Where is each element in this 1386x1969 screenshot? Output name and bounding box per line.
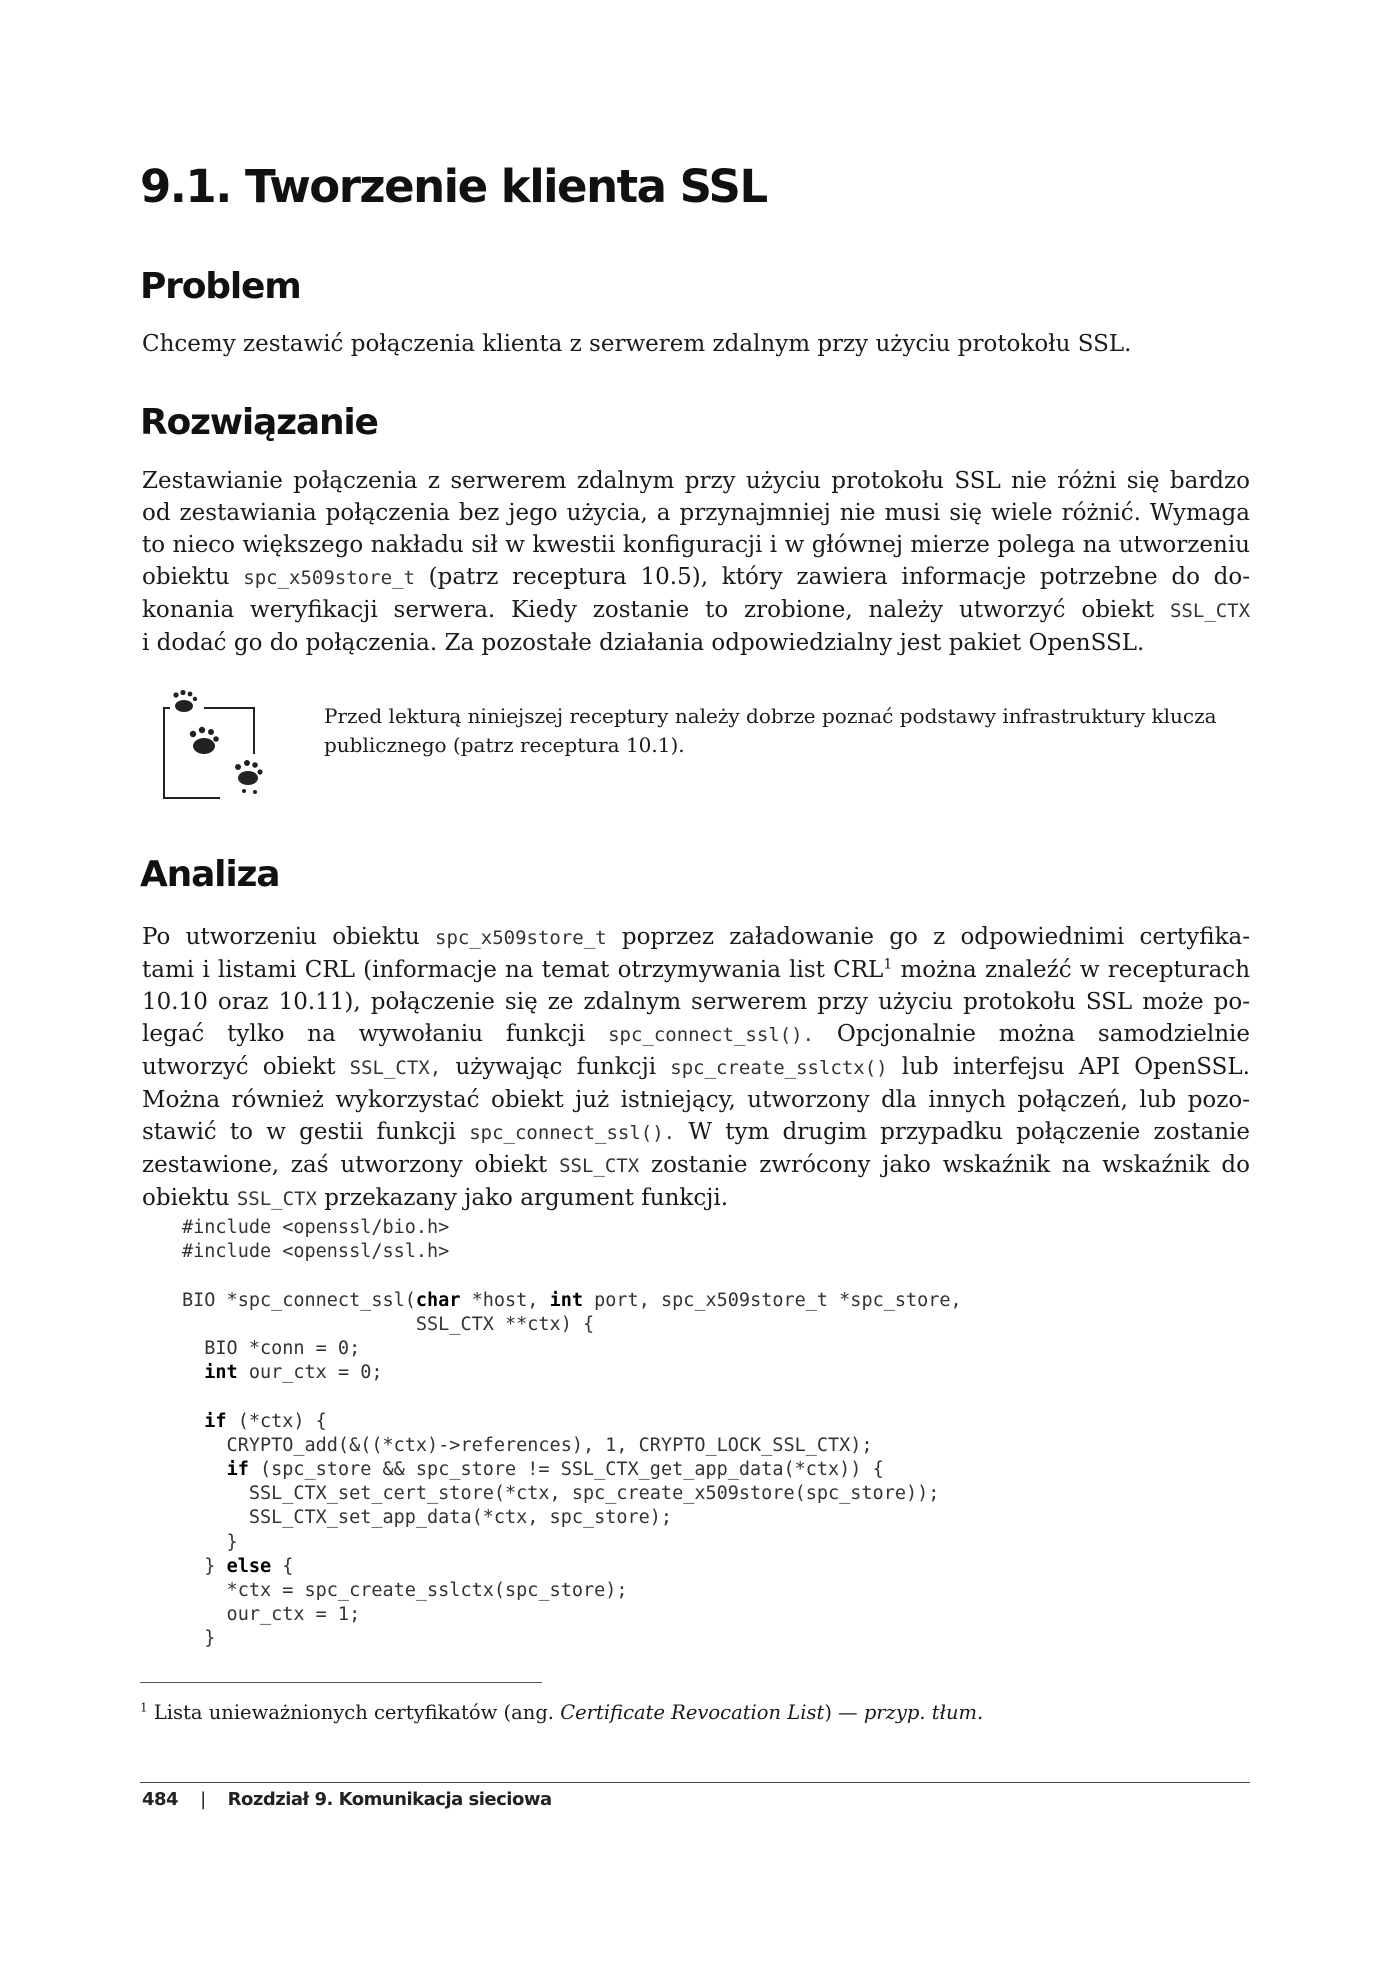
inline-code: spc_create_sslctx() <box>670 1057 888 1079</box>
section-title: 9.1. Tworzenie klienta SSL <box>140 160 767 213</box>
footnote: $^1$ Lista unieważnionych certyfikatów (ang. Certificate Revocation List) — przyp. tłum. <box>140 1700 984 1724</box>
problem-text: Chcemy zestawić połączenia klienta z serwerem zdalnym przy użyciu protokołu SSL. <box>142 331 1132 357</box>
analysis-paragraph: Po utworzeniu obiektu spc_x509store_t poprzez załadowanie go z odpowiednimi certyfika- tami i listami CRL (informacje na temat otrzymywania list CRL$^1$ można znaleźć w recepturach 10.10 oraz 10.11), połączenie się ze zdalnym serwerem przy użyciu protokołu SSL może po- legać tylko na wywołaniu funkcji spc_connect_ssl(). Opcjonalnie można samodzielnie utworzyć obiekt SSL_CTX, używając funkcji spc_create_sslctx() lub interfejsu API OpenSSL. Można również wykorzystać obiekt już istniejący, utworzony dla innych połączeń, lub pozo- stawić to w gestii funkcji spc_connect_ssl(). W tym drugim przypadku połączenie zostanie zestawione, zaś utworzony obiekt SSL_CTX zostanie zwrócony jako wskaźnik na wskaźnik do obiektu SSL_CTX przekazany jako argument funkcji. <box>142 924 1251 1211</box>
inline-code: SSL_CTX <box>236 1188 317 1210</box>
footnote-ref: 1 <box>883 956 893 973</box>
footnote-divider <box>140 1682 542 1683</box>
inline-code: spc_x509store_t <box>435 927 607 949</box>
inline-code: SSL_CTX, <box>349 1057 442 1079</box>
inline-code: spc_x509store_t <box>243 567 415 589</box>
inline-code: spc_connect_ssl(). <box>469 1122 676 1144</box>
inline-code: spc_connect_ssl(). <box>608 1024 815 1046</box>
footnote-number: 1 <box>140 1700 148 1715</box>
inline-code: SSL_CTX <box>1169 600 1251 622</box>
problem-heading: Problem <box>140 266 301 307</box>
analysis-heading: Analiza <box>140 854 280 895</box>
note-icon <box>160 690 276 802</box>
page-number: 484 <box>142 1789 179 1810</box>
code-listing: #include <openssl/bio.h> #include <openssl/ssl.h> BIO *spc_connect_ssl(char *host, int port, spc_x509store_t *spc_store, SSL_CTX **ctx) { BIO *conn = 0; int our_ctx = 0; if (*ctx) { CRYPTO_add(&((*ctx)->references), 1, CRYPTO_LOCK_SSL_CTX); if (spc_store && spc_store != SSL_CTX_get_app_data(*ctx)) { SSL_CTX_set_cert_store(*ctx, spc_create_x509store(spc_store)); SSL_CTX_set_app_data(*ctx, spc_store); } } else { *ctx = spc_create_sslctx(spc_store); our_ctx = 1; } <box>182 1217 962 1650</box>
solution-paragraph: Zestawianie połączenia z serwerem zdalnym przy użyciu protokołu SSL nie różni się bardzo od zestawiania połączenia bez jego użycia, a przynajmniej nie musi się wiele różnić. Wymaga to nieco większego nakładu sił w kwestii konfiguracji i w głównej mierze polega na utworzeniu obiektu spc_x509store_t (patrz receptura 10.5), który zawiera informacje potrzebne do do- konania weryfikacji serwera. Kiedy zostanie to zrobione, należy utworzyć obiekt SSL_CTX i dodać go do połączenia. Za pozostałe działania odpowiedzialny jest pakiet OpenSSL. <box>142 468 1251 656</box>
page-footer <box>142 1789 552 1810</box>
chapter-title: Rozdział 9. Komunikacja sieciowa <box>227 1789 552 1810</box>
footer-divider <box>140 1782 1250 1783</box>
solution-heading: Rozwiązanie <box>140 402 378 443</box>
note-text: Przed lekturą niniejszej receptury należy dobrze poznać podstawy infrastruktury klucza publicznego (patrz receptura 10.1). <box>324 704 1217 757</box>
footer-separator: | <box>200 1789 206 1810</box>
inline-code: SSL_CTX <box>559 1155 640 1177</box>
